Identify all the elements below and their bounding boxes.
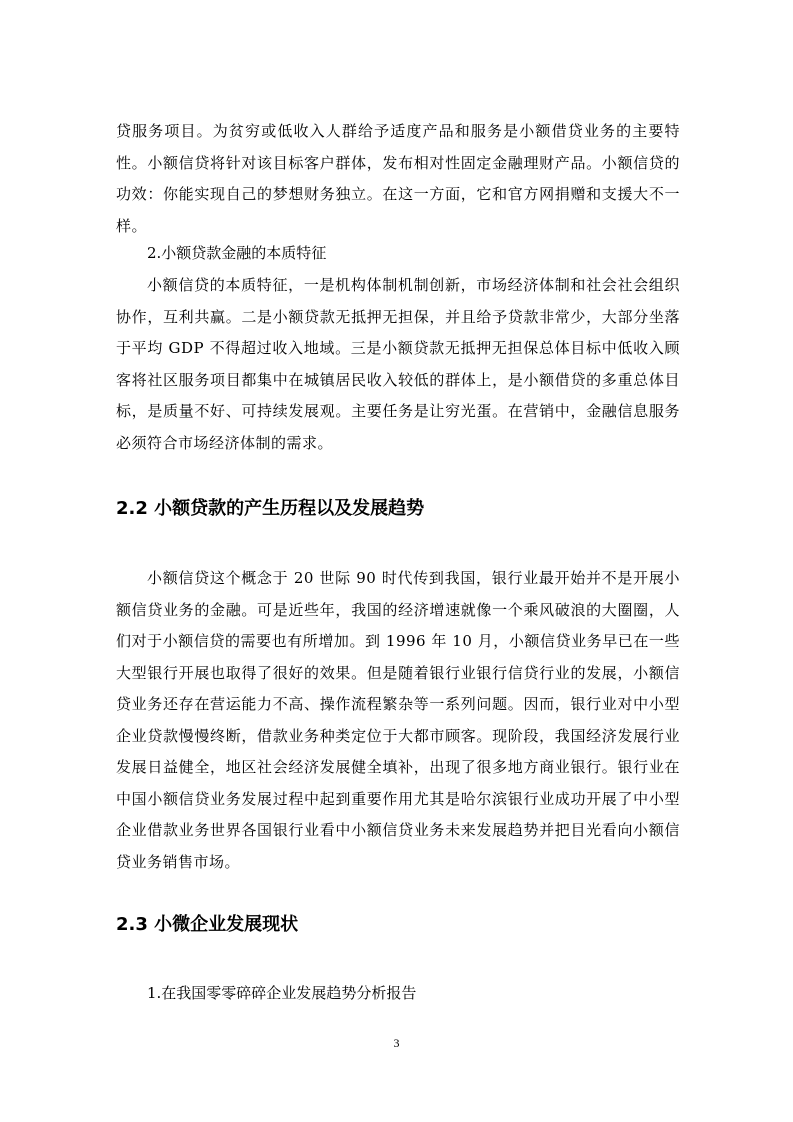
paragraph-essence: 小额信贷的本质特征，一是机构体制机制创新，市场经济体制和社会社会组织协作，互利共赢。二是小额贷款无抵押无担保，并且给予贷款非常少，大部分坐落于平均 GDP 不得超过收入地域。三是小额贷款无抵押无担保总体目标中低收入顾客将社区服务项目都集中在城镇居民收入较低的群体上，是小额借贷的多重总体目标，是质量不好、可持续发展观。主要任务是让穷光蛋。在营销中，金融信息服务必须符合市场经济体制的需求。 bbox=[116, 276, 680, 452]
paragraph-history: 小额信贷这个概念于 20 世际 90 时代传到我国，银行业最开始并不是开展小额信贷业务的金融。可是近些年，我国的经济增速就像一个乘风破浪的大圈圈，人们对于小额信贷的需要也有所增加。到 1996 年 10 月，小额信贷业务早已在一些大型银行开展也取得了很好的效果。但是随着银行业银行信贷行业的发展，小额信贷业务还存在营运能力不高、操作流程繁杂等一系列问题。因而，银行业对中小型企业贷款慢慢终断，借款业务种类定位于大都市顾客。现阶段，我国经济发展行业发展日益健全，地区社会经济发展健全填补，出现了很多地方商业银行。银行业在中国小额信贷业务发展过程中起到重要作用尤其是哈尔滨银行业成功开展了中小型企业借款业务世界各国银行业看中小额信贷业务未来发展趋势并把目光看向小额信贷业务销售市场。 bbox=[116, 569, 680, 871]
paragraph-top: 贷服务项目。为贫穷或低收入人群给予适度产品和服务是小额借贷业务的主要特性。小额信贷将针对该目标客户群体，发布相对性固定金融理财产品。小额信贷的功效：你能实现自己的梦想财务独立。在这一方面，它和官方网捐赠和支援大不一样。 bbox=[116, 122, 680, 235]
section-heading-2-2: 2.2 小额贷款的产生历程以及发展趋势 bbox=[116, 498, 425, 519]
subheading-essence: 2.小额贷款金融的本质特征 bbox=[147, 244, 327, 262]
section-heading-2-3: 2.3 小微企业发展现状 bbox=[116, 914, 299, 935]
page-number: 3 bbox=[393, 1036, 400, 1050]
subheading-small-business: 1.在我国零零碎碎企业发展趋势分析报告 bbox=[147, 984, 417, 1002]
